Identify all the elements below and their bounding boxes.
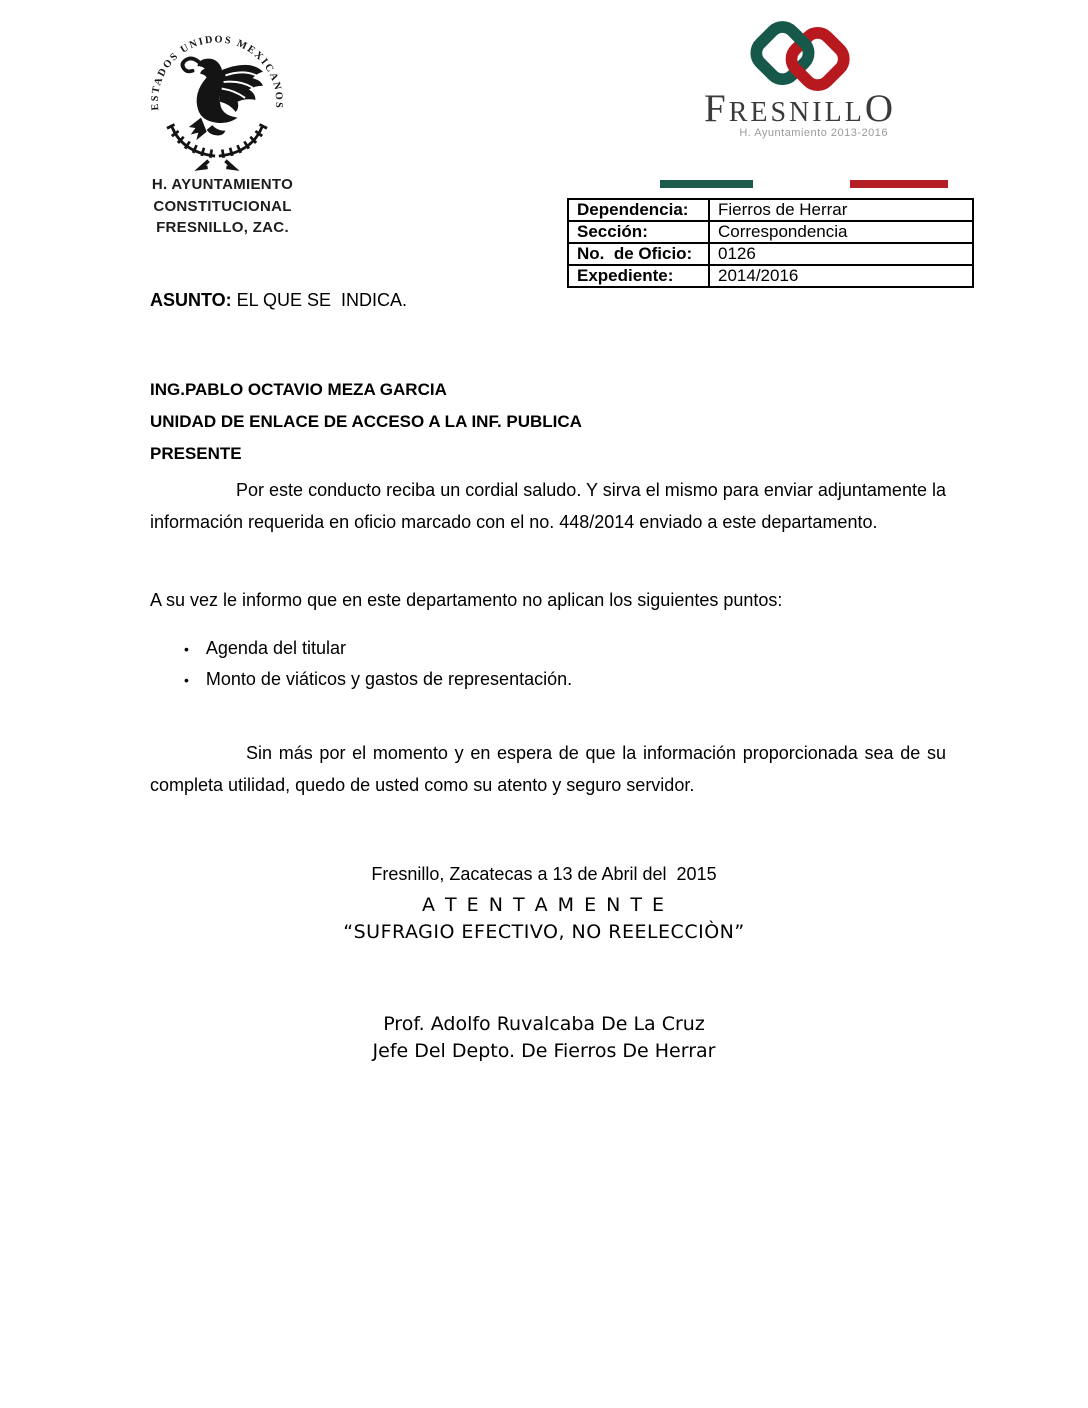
table-row	[568, 243, 973, 265]
row-value: 0126	[709, 243, 973, 265]
bullet-dot-icon: •	[184, 641, 189, 657]
table-row	[568, 265, 973, 287]
recipient-unit: UNIDAD DE ENLACE DE ACCESO A LA INF. PUBLICA	[150, 412, 582, 431]
subject-value: EL QUE SE INDICA.	[231, 290, 408, 310]
brand-subtitle: H. Ayuntamiento 2013-2016	[739, 127, 888, 139]
org-name-line: FRESNILLO, ZAC.	[156, 219, 289, 236]
bullet-item	[184, 633, 572, 664]
wordmark-initial: F	[704, 87, 729, 130]
signer-name: Prof. Adolfo Ruvalcaba De La Cruz	[383, 1013, 705, 1035]
flag-bar-green	[660, 180, 753, 188]
table-row	[568, 199, 973, 221]
row-value: 2014/2016	[709, 265, 973, 287]
fresnillo-wordmark	[690, 86, 910, 131]
recipient-present: PRESENTE	[150, 444, 242, 463]
paragraph-greeting: Por este conducto reciba un cordial saludo. Y sirva el mismo para enviar adjuntamente la información requerida en oficio marcado con el no. 448/2014 enviado a este departamento.	[150, 480, 946, 532]
ref-table	[567, 198, 974, 288]
salutation-line: A T E N T A M E N T E	[421, 894, 667, 916]
subject-label: ASUNTO:	[150, 290, 232, 310]
seal-curved-text: ESTADOS UNIDOS MEXICANOS	[149, 34, 285, 111]
eagle-icon	[183, 58, 263, 140]
mexico-coat-of-arms-icon	[146, 22, 288, 172]
signer-title: Jefe Del Depto. De Fierros De Herrar	[372, 1040, 716, 1062]
paragraph-info: A su vez le informo que en este departamento no aplican los siguientes puntos:	[150, 590, 783, 610]
flag-bar-red	[850, 180, 948, 188]
wordmark-final: O	[864, 87, 896, 130]
row-value: Fierros de Herrar	[709, 199, 973, 221]
wordmark-middle: RESNILL	[728, 97, 865, 128]
bullet-item	[184, 664, 572, 695]
row-label: Sección:	[568, 221, 709, 243]
bullet-text: Agenda del titular	[205, 638, 347, 658]
bullet-dot-icon: •	[184, 672, 189, 688]
bullet-text: Monto de viáticos y gastos de representación.	[205, 669, 573, 689]
row-value: Correspondencia	[709, 221, 973, 243]
recipient-block	[150, 374, 582, 470]
row-label: Expediente:	[568, 265, 709, 287]
bullet-list	[184, 633, 572, 695]
org-name-block	[120, 174, 325, 239]
row-label: No. de Oficio:	[568, 243, 709, 265]
recipient-name: ING.PABLO OCTAVIO MEZA GARCIA	[150, 380, 447, 399]
subject-line	[150, 290, 407, 311]
paragraph-closing: Sin más por el momento y en espera de que la información proporcionada sea de su completa utilidad, quedo de usted como su atento y seguro servidor.	[150, 743, 946, 795]
table-row	[568, 221, 973, 243]
row-label: Dependencia:	[568, 199, 709, 221]
slogan-line: “SUFRAGIO EFECTIVO, NO REELECCIÒN”	[343, 921, 745, 943]
org-name-line: CONSTITUCIONAL	[153, 197, 292, 215]
date-line: Fresnillo, Zacatecas a 13 de Abril del 2015	[371, 864, 717, 884]
org-name-line: H. AYUNTAMIENTO	[151, 176, 294, 193]
